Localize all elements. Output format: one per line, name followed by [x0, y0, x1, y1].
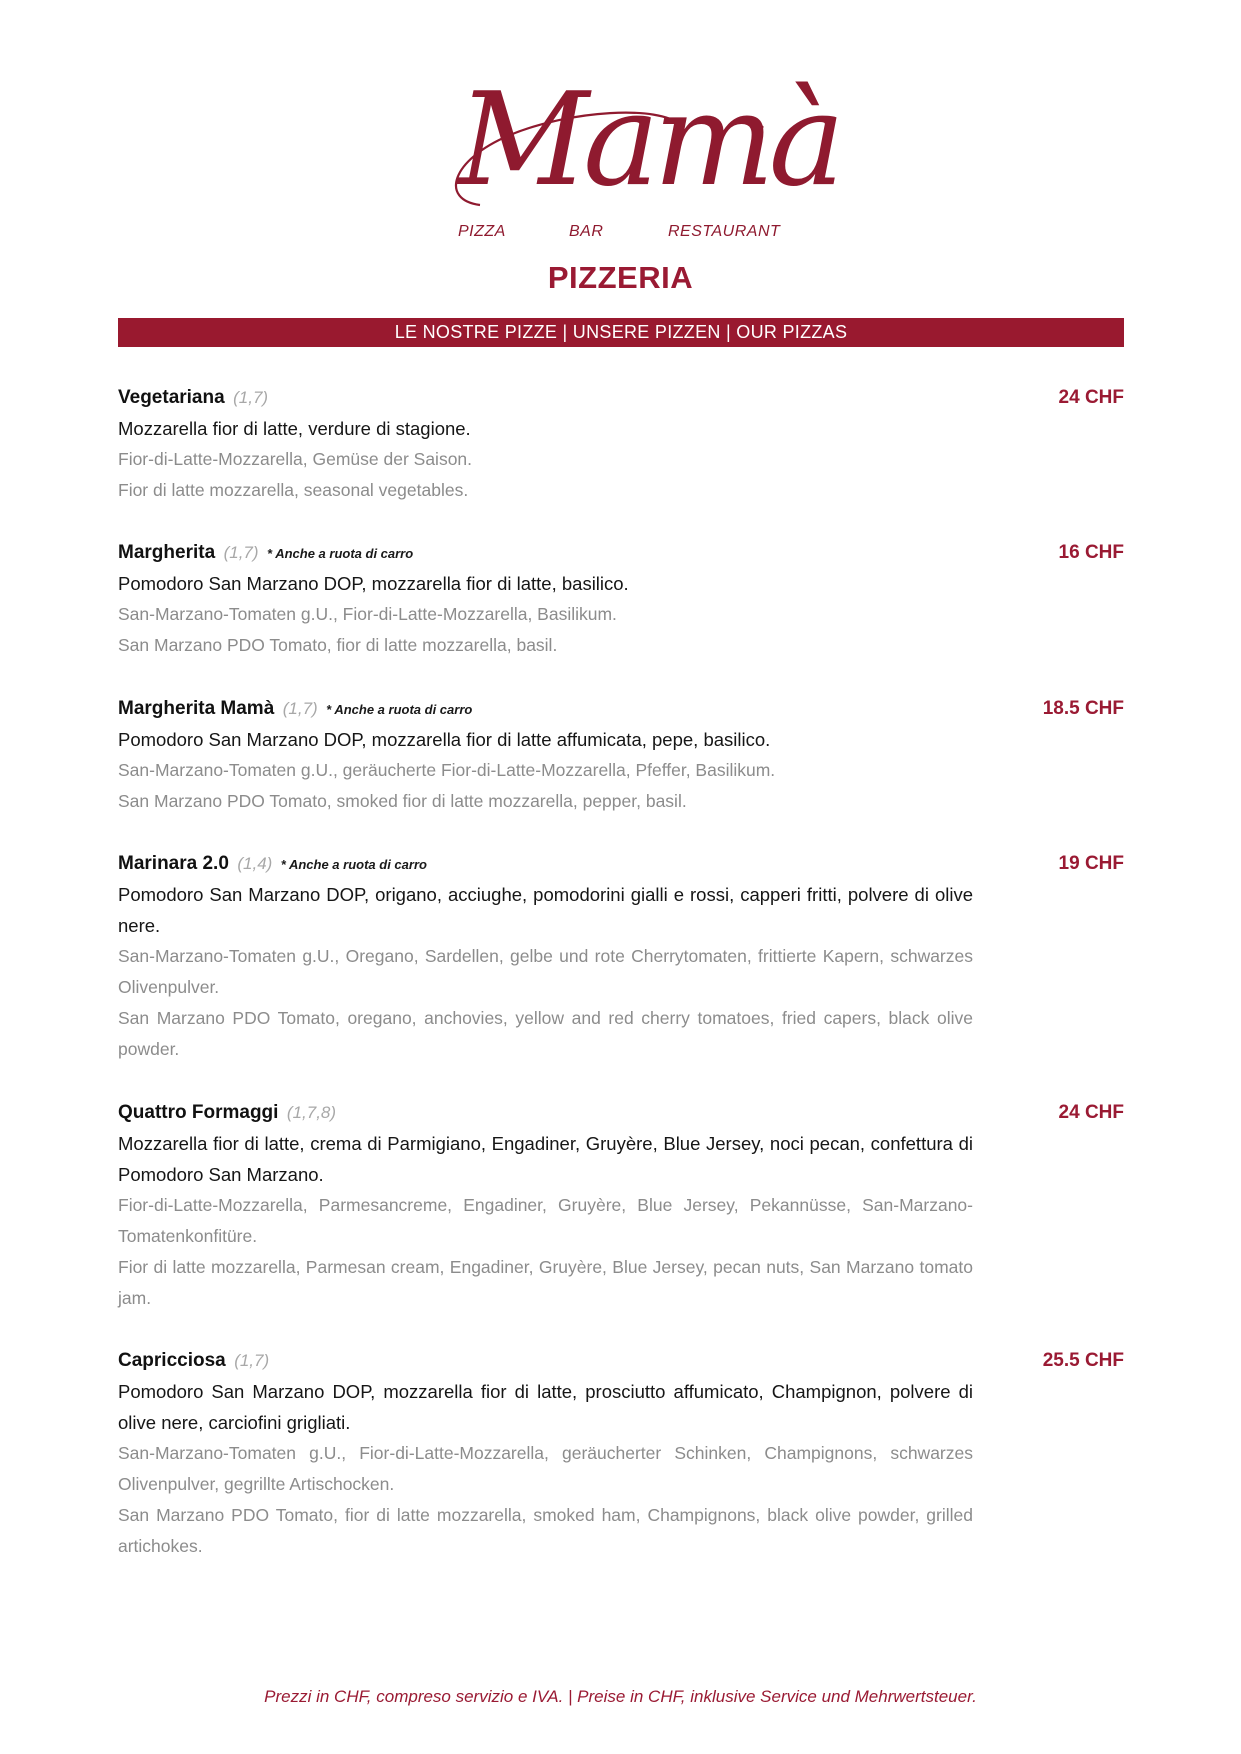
item-allergens: (1,7,8): [286, 1103, 337, 1122]
price-footnote: Prezzi in CHF, compreso servizio e IVA. | Preise in CHF, inklusive Service und Mehrwertsteuer.: [264, 1687, 977, 1706]
menu-item: [118, 848, 1124, 1065]
item-allergens: (1,4): [237, 854, 273, 873]
item-description-it: Pomodoro San Marzano DOP, mozzarella fior di latte, prosciutto affumicato, Champignon, polvere di olive nere, carciofini grigliati.: [118, 1381, 973, 1433]
item-description-it: Pomodoro San Marzano DOP, mozzarella fior di latte affumicata, pepe, basilico.: [118, 729, 771, 750]
menu-item-header: [118, 382, 1124, 413]
item-description-it: Pomodoro San Marzano DOP, origano, acciughe, pomodorini gialli e rossi, capperi fritti, polvere di olive nere.: [118, 884, 973, 936]
item-name: Capricciosa: [118, 1350, 226, 1371]
item-description-en: Fior di latte mozzarella, Parmesan cream, Engadiner, Gruyère, Blue Jersey, pecan nuts, San Marzano tomato jam.: [118, 1257, 973, 1308]
menu-item: [118, 537, 1124, 661]
item-description-de: San-Marzano-Tomaten g.U., Fior-di-Latte-Mozzarella, geräucherter Schinken, Champignons, schwarzes Olivenpulver, gegrillte Artischocken.: [118, 1443, 973, 1494]
menu-item: [118, 1097, 1124, 1314]
page-title: PIZZERIA: [547, 260, 694, 295]
item-description-de: Fior-di-Latte-Mozzarella, Parmesancreme, Engadiner, Gruyère, Blue Jersey, Pekannüsse, San-Marzano-Tomatenkonfitüre.: [118, 1195, 973, 1246]
item-price: 19 CHF: [1058, 853, 1124, 874]
tagline-restaurant: RESTAURANT: [668, 223, 781, 240]
item-description-de: San-Marzano-Tomaten g.U., geräucherte Fior-di-Latte-Mozzarella, Pfeffer, Basilikum.: [118, 760, 776, 780]
item-allergens: (1,7): [233, 388, 269, 407]
item-description-en: San Marzano PDO Tomato, fior di latte mozzarella, smoked ham, Champignons, black olive powder, grilled artichokes.: [118, 1505, 973, 1556]
item-description-it: Pomodoro San Marzano DOP, mozzarella fior di latte, basilico.: [118, 573, 629, 594]
item-description-en: San Marzano PDO Tomato, oregano, anchovies, yellow and red cherry tomatoes, fried capers, black olive powder.: [118, 1008, 973, 1059]
tagline-pizza: PIZZA: [458, 223, 506, 240]
item-allergens: (1,7): [282, 699, 318, 718]
item-price: 18.5 CHF: [1042, 698, 1124, 719]
item-name: Vegetariana: [118, 387, 225, 408]
menu-item: [118, 382, 1124, 506]
item-price: 16 CHF: [1058, 542, 1124, 563]
item-allergens: (1,7): [223, 543, 259, 562]
item-name: Margherita Mamà: [118, 698, 275, 719]
item-price: 24 CHF: [1058, 387, 1124, 408]
item-note: * Anche a ruota di carro: [280, 857, 427, 872]
menu-item: [118, 1345, 1124, 1562]
item-description-de: San-Marzano-Tomaten g.U., Oregano, Sardellen, gelbe und rote Cherrytomaten, frittierte Kapern, schwarzes Olivenpulver.: [118, 946, 973, 997]
menu-item: [118, 693, 1124, 817]
item-note: * Anche a ruota di carro: [267, 546, 414, 561]
item-description-en: San Marzano PDO Tomato, smoked fior di latte mozzarella, pepper, basil.: [118, 791, 687, 811]
item-description-it: Mozzarella fior di latte, verdure di stagione.: [118, 418, 471, 439]
tagline-bar: BAR: [569, 223, 604, 240]
item-description-en: San Marzano PDO Tomato, fior di latte mozzarella, basil.: [118, 635, 558, 655]
item-description-de: Fior-di-Latte-Mozzarella, Gemüse der Saison.: [118, 449, 473, 469]
item-price: 25.5 CHF: [1042, 1350, 1124, 1371]
brand-name: Mamà: [458, 66, 840, 215]
item-description-it: Mozzarella fior di latte, crema di Parmigiano, Engadiner, Gruyère, Blue Jersey, noci pecan, confettura di Pomodoro San Marzano.: [118, 1133, 973, 1185]
menu-item-header: [118, 848, 1124, 879]
item-name: Margherita: [118, 542, 216, 563]
item-note: * Anche a ruota di carro: [326, 702, 473, 717]
menu-item-header: [118, 693, 1124, 724]
item-name: Quattro Formaggi: [118, 1102, 279, 1123]
menu-item-header: [118, 1345, 1124, 1376]
item-name: Marinara 2.0: [118, 853, 229, 874]
section-banner: LE NOSTRE PIZZE | UNSERE PIZZEN | OUR PIZZAS: [118, 318, 1124, 347]
item-description-en: Fior di latte mozzarella, seasonal vegetables.: [118, 480, 469, 500]
brand-logo: [440, 66, 840, 245]
item-description-de: San-Marzano-Tomaten g.U., Fior-di-Latte-Mozzarella, Basilikum.: [118, 604, 617, 624]
menu-item-header: [118, 1097, 1124, 1128]
item-price: 24 CHF: [1058, 1102, 1124, 1123]
item-allergens: (1,7): [234, 1351, 270, 1370]
menu-item-header: [118, 537, 1124, 568]
